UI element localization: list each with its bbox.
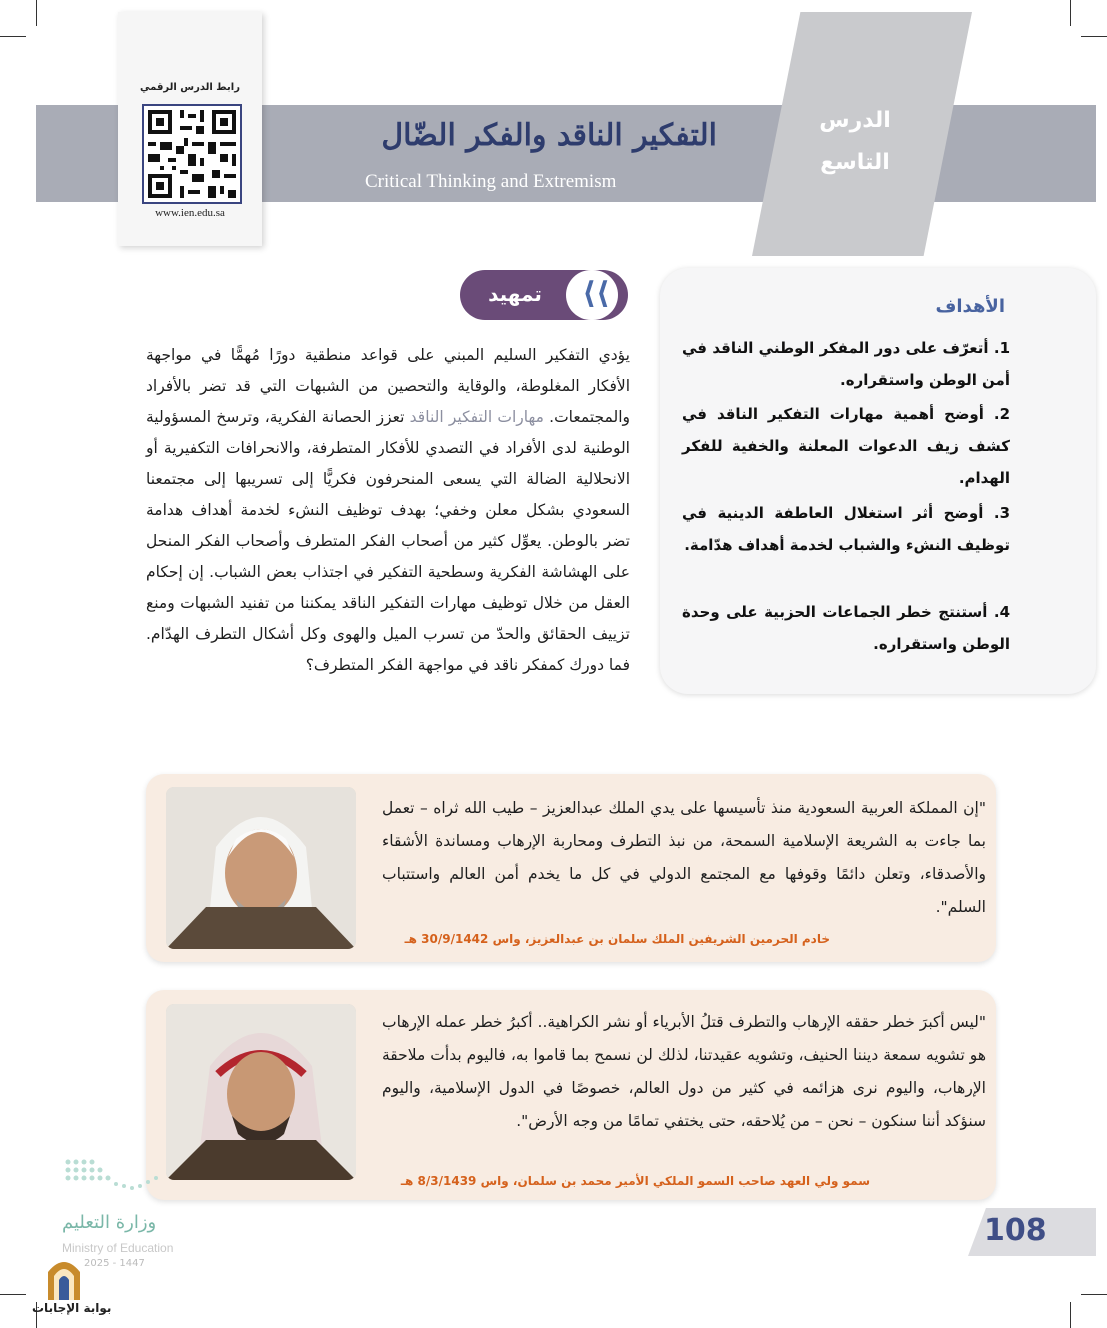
quote-source: سمو ولي العهد صاحب السمو الملكي الأمير محمد بن سلمان، واس 8/3/1439 هـ bbox=[400, 1174, 870, 1188]
portrait-crown-prince-image bbox=[166, 1004, 356, 1180]
site-logo-text: بوابة الإجابات bbox=[32, 1301, 112, 1315]
intro-tag-label: تمهيد bbox=[488, 282, 542, 306]
qr-card[interactable] bbox=[118, 12, 262, 246]
objectives-heading: الأهداف bbox=[935, 296, 1005, 317]
intro-highlight: مهارات التفكير الناقد bbox=[409, 408, 544, 426]
quote-text: "إن المملكة العربية السعودية منذ تأسيسها على يدي الملك عبدالعزيز – طيب الله ثراه – تعمل بما جاءت به الشريعة الإسلامية السمحة، من نبذ التطرف ومحاربة الإرهاب ومساندة الأشقاء والأصدقاء، وتعلن دائمًا وقوفها مع المجتمع الدولي في كل ما يخدم أمن العالم واستتباب السلم". bbox=[382, 799, 986, 916]
crop-mark bbox=[1081, 1294, 1107, 1295]
objective-item: 4. أستنتج خطر الجماعات الحزبية على وحدة الوطن واستقراره. bbox=[682, 603, 1010, 653]
intro-paragraph bbox=[146, 340, 630, 681]
objective-item: 1. أتعرّف على دور المفكر الوطني الناقد في أمن الوطن واستقراره. bbox=[682, 339, 1010, 389]
intro-text-part: تعزز الحصانة الفكرية، وترسخ المسؤولية الوطنية لدى الأفراد في التصدي للأفكار المتطرفة، والانحرافات التكفيرية أو الانحلالية الضالة التي يسعى المنحرفون فكريًّا إلى تسريبها إلى مجتمعنا السعودي بشكل معلن وخفي؛ بهدف توظيف النشء لخدمة أهداف هدامة تضر بالوطن. يعوِّل كثير من أصحاب الفكر المتطرف وأصحاب الفكر المنحل على الهشاشة الفكرية وسطحية التفكير في اجتذاب بعض الشباب. إن إحكام العقل من خلال توظيف مهارات التفكير الناقد يمكننا من تفنيد الشبهات ومنع تزييف الحقائق والحدّ من تسرب الميل والهوى وكل أشكال التطرف الهدّام. فما دورك كمفكر ناقد في مواجهة الفكر المتطرف؟ bbox=[146, 408, 630, 674]
site-logo-icon bbox=[44, 1256, 84, 1300]
ministry-dots-logo bbox=[62, 1156, 172, 1200]
crop-mark bbox=[0, 36, 26, 37]
lesson-number: التاسع bbox=[820, 150, 890, 175]
portrait-king-image bbox=[166, 787, 356, 949]
objective-item: 3. أوضح أثر استغلال العاطفة الدينية في توظيف النشء والشباب لخدمة أهداف هدّامة. bbox=[682, 504, 1010, 554]
ministry-year: 2025 - 1447 bbox=[84, 1258, 145, 1269]
qr-label: رابط الدرس الرقمي bbox=[140, 82, 240, 93]
chevron-left-icon: ⟨⟨ bbox=[582, 276, 610, 311]
page-subtitle: Critical Thinking and Extremism bbox=[365, 171, 617, 192]
qr-url[interactable]: www.ien.edu.sa bbox=[155, 207, 225, 219]
objective-item: 2. أوضح أهمية مهارات التفكير الناقد في كشف زيف الدعوات المعلنة والخفية للفكر الهدام. bbox=[682, 405, 1010, 487]
lesson-label: الدرس bbox=[819, 108, 891, 133]
quote-source: خادم الحرمين الشريفين الملك سلمان بن عبدالعزيز، واس 30/9/1442 هـ bbox=[404, 932, 830, 946]
page-title: التفكير الناقد والفكر الضّال bbox=[381, 118, 717, 153]
quote-text: "ليس أكبرَ خطر حققه الإرهاب والتطرف قتلُ الأبرياء أو نشر الكراهية.. أكبرُ خطر عمله الإرهاب هو تشويه سمعة ديننا الحنيف، وتشويه عقيدتنا، لذلك لن نسمح بما قاموا به، فاليوم بدأت ملاحقة الإرهاب، واليوم نرى هزائمه في كثير من دول العالم، خصوصًا في الدول الإسلامية، واليوم سنؤكد أننا سنكون – نحن – من يُلاحقه، حتى يختفي تمامًا من وجه الأرض". bbox=[382, 1013, 986, 1130]
crop-mark bbox=[0, 1294, 26, 1295]
page-number: 108 bbox=[984, 1213, 1047, 1248]
ministry-name-en: Ministry of Education bbox=[62, 1241, 174, 1255]
qr-code-icon[interactable] bbox=[142, 104, 242, 204]
lesson-tab bbox=[752, 12, 972, 256]
crop-mark bbox=[1070, 1302, 1071, 1328]
crop-mark bbox=[1070, 0, 1071, 26]
crop-mark bbox=[36, 0, 37, 26]
intro-text-part: يؤدي التفكير السليم المبني على قواعد منطقية دورًا مُهمًّا في مواجهة الأفكار المغلوطة، والوقاية والتحصين من الشبهات التي قد تضر بالأفراد والمجتمعات. bbox=[146, 346, 630, 426]
ministry-name-ar: وزارة التعليم bbox=[62, 1212, 157, 1233]
crop-mark bbox=[1081, 36, 1107, 37]
